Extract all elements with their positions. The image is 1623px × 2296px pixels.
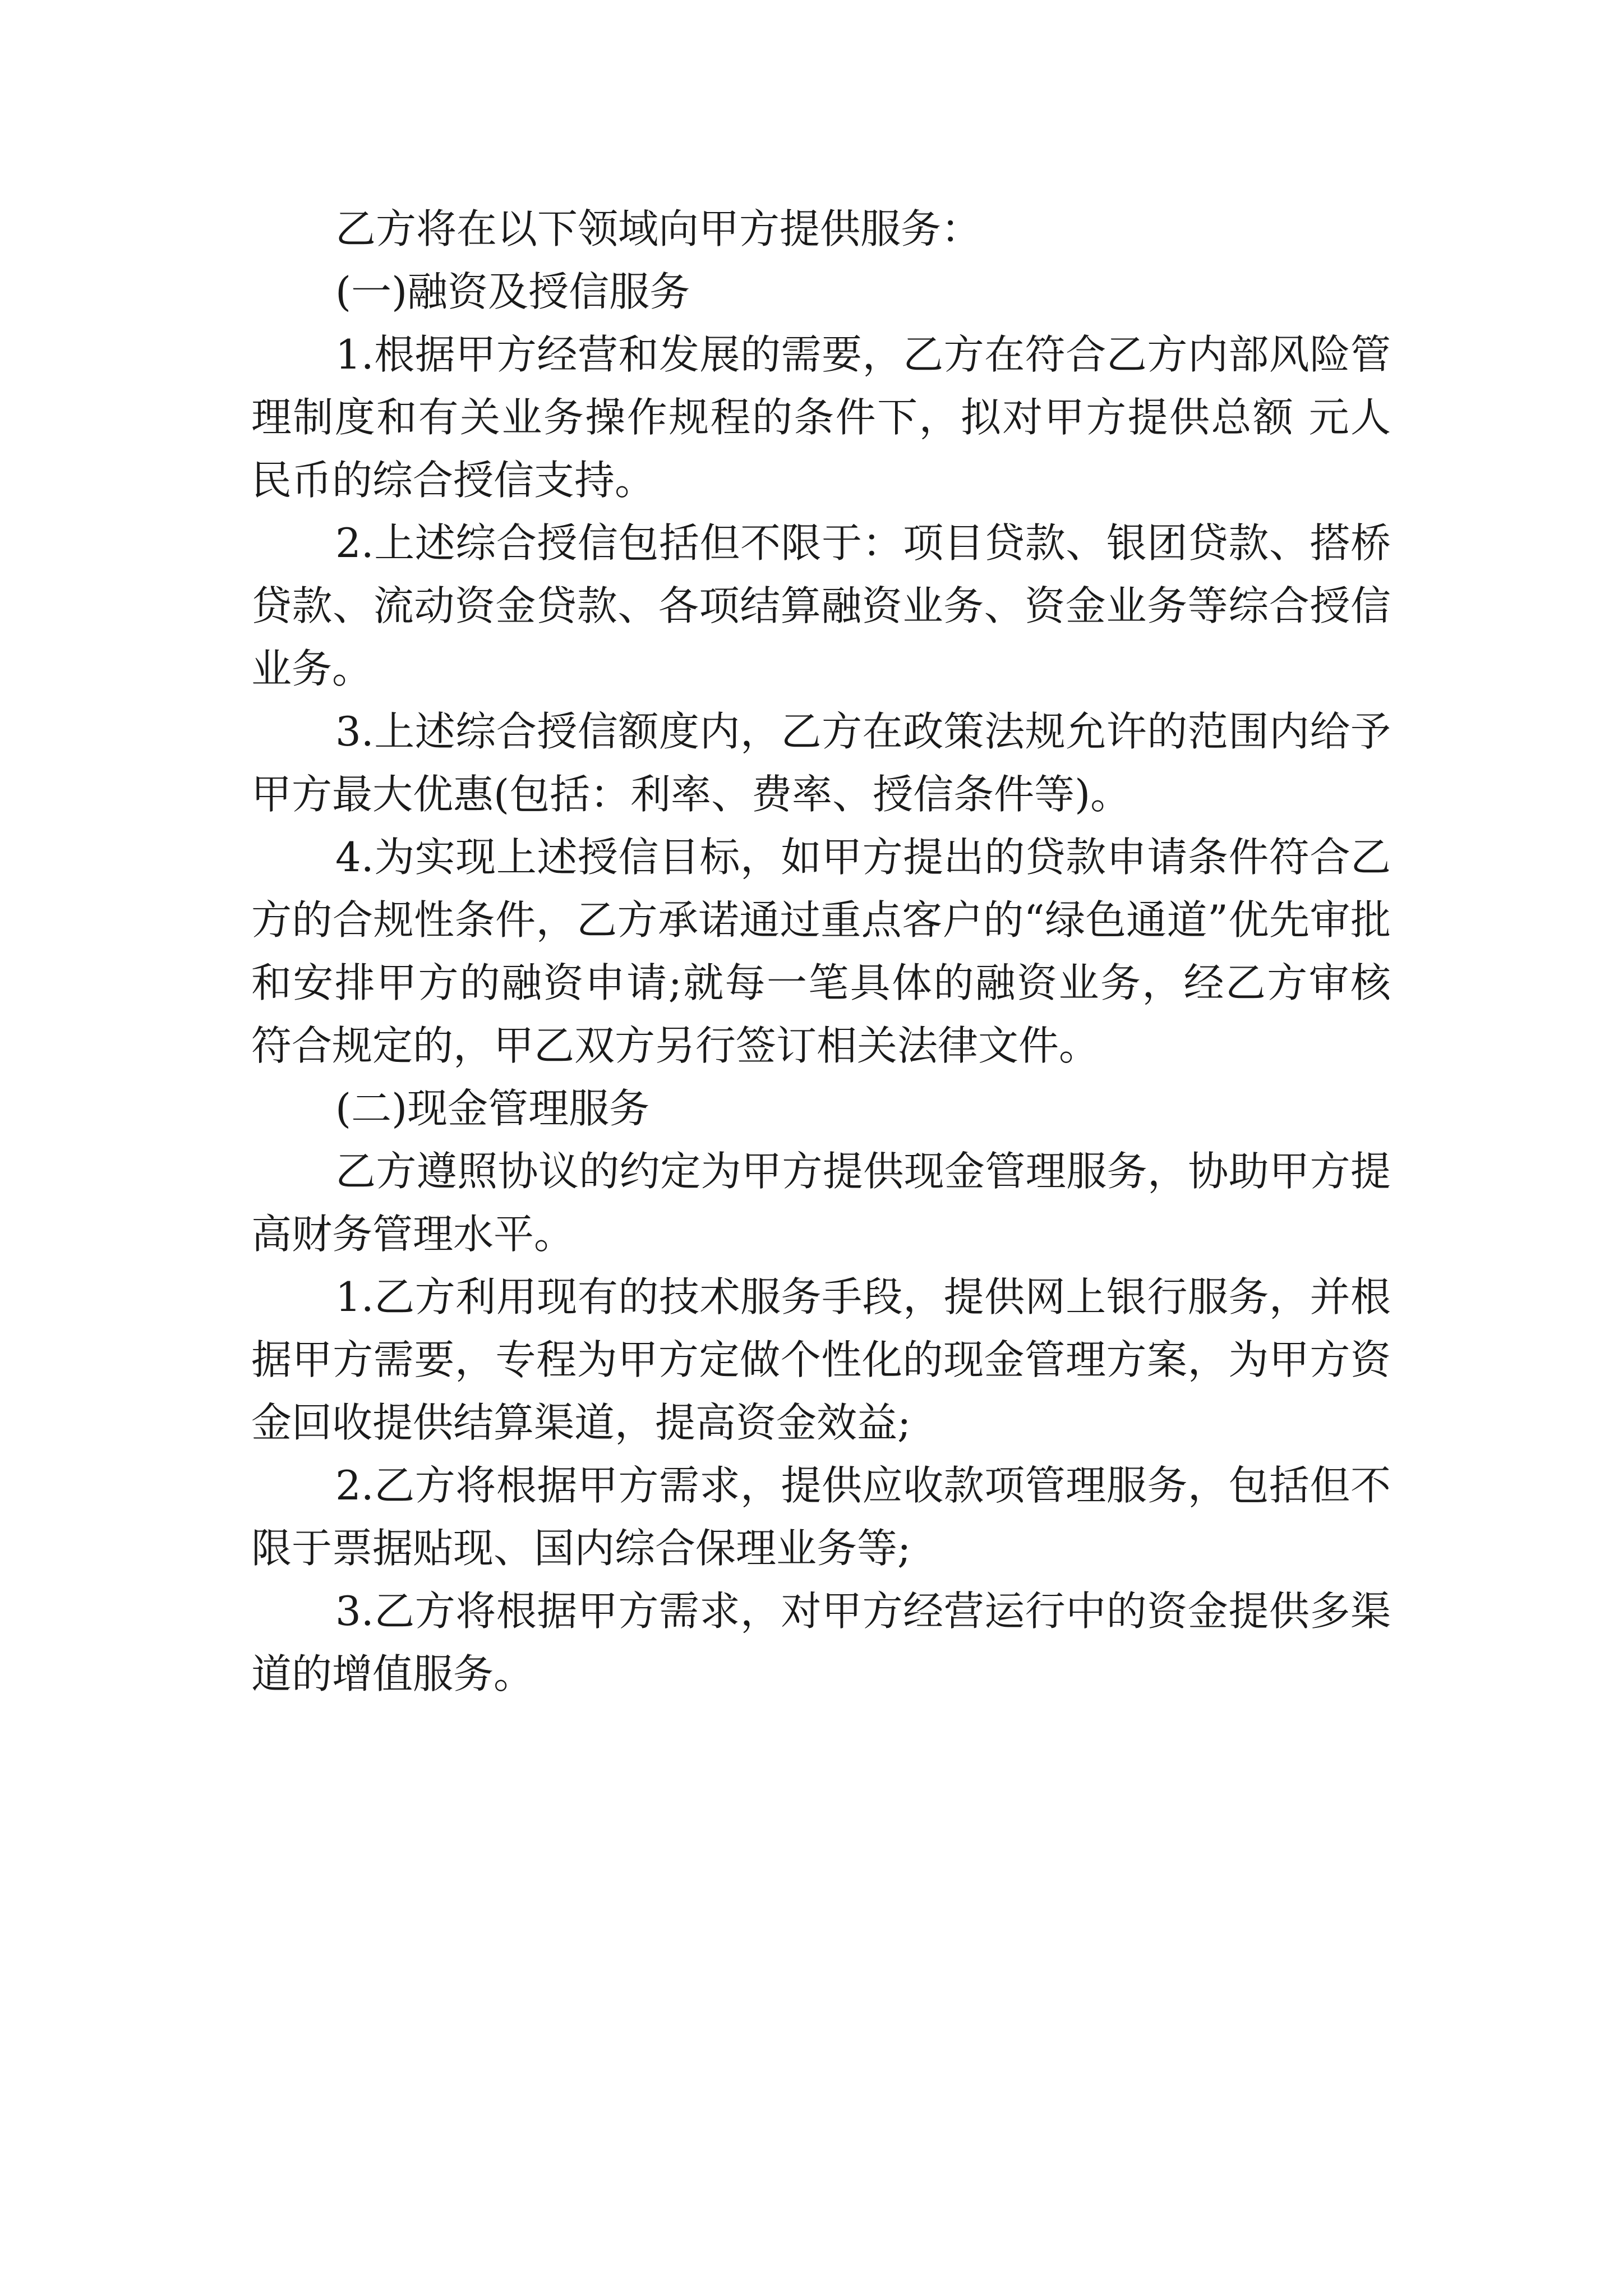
financing-item-3: 3.上述综合授信额度内，乙方在政策法规允许的范围内给予甲方最大优惠(包括：利率、费率、授信条件等)。 — [251, 708, 1391, 818]
cash-management-item-2: 2.乙方将根据甲方需求，提供应收款项管理服务，包括但不限于票据贴现、国内综合保理业务等; — [251, 1462, 1391, 1572]
financing-item-1: 1.根据甲方经营和发展的需要，乙方在符合乙方内部风险管理制度和有关业务操作规程的条件下，拟对甲方提供总额 元人民币的综合授信支持。 — [251, 331, 1391, 504]
document-body — [251, 197, 1391, 1705]
section-heading-financing: (一)融资及授信服务 — [335, 268, 690, 315]
section-heading-cash-management: (二)现金管理服务 — [335, 1085, 650, 1132]
cash-management-item-3: 3.乙方将根据甲方需求，对甲方经营运行中的资金提供多渠道的增值服务。 — [251, 1588, 1391, 1697]
cash-management-intro: 乙方遵照协议的约定为甲方提供现金管理服务，协助甲方提高财务管理水平。 — [251, 1148, 1391, 1258]
financing-item-2: 2.上述综合授信包括但不限于：项目贷款、银团贷款、搭桥贷款、流动资金贷款、各项结算融资业务、资金业务等综合授信业务。 — [251, 519, 1391, 692]
intro-paragraph: 乙方将在以下领域向甲方提供服务： — [335, 205, 982, 252]
cash-management-item-1: 1.乙方利用现有的技术服务手段，提供网上银行服务，并根据甲方需要，专程为甲方定做个性化的现金管理方案，为甲方资金回收提供结算渠道，提高资金效益; — [251, 1273, 1391, 1446]
financing-item-4: 4.为实现上述授信目标，如甲方提出的贷款申请条件符合乙方的合规性条件，乙方承诺通过重点客户的“绿色通道”优先审批和安排甲方的融资申请;就每一笔具体的融资业务，经乙方审核符合规定的，甲乙双方另行签订相关法律文件。 — [251, 834, 1391, 1069]
